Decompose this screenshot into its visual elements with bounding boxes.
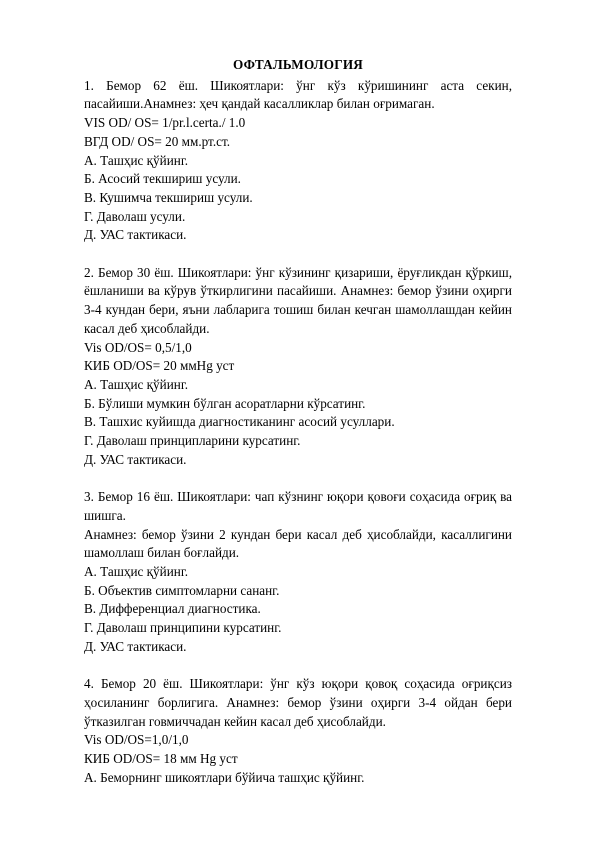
question-4-option-a: А. Беморнинг шикоятлари бўйича ташҳис қўйинг. — [84, 769, 365, 785]
question-1 — [84, 77, 512, 245]
question-3-option-v: В. Дифференциал диагностика. — [84, 601, 261, 617]
question-2-option-a: А. Ташҳис қўйинг. — [84, 376, 189, 392]
question-2-option-b: Б. Бўлиши мумкин бўлган асоратларни кўрсатинг. — [84, 395, 366, 411]
question-1-iop: ВГД OD/ OS= 20 мм.рт.ст. — [84, 133, 231, 149]
question-2-vis: Vis OD/OS= 0,5/1,0 — [84, 339, 192, 355]
question-4-text: 4. Бемор 20 ёш. Шикоятлари: ўнг кўз юқори қовоқ соҳасида оғриқсиз ҳосиланинг борлигига. Анамнез: бемор ўзини оҳирги 3-4 ойдан бери ўтказилган говмиччадан кейин касал деб ҳисоблайди. — [84, 676, 512, 729]
document-page — [84, 56, 512, 787]
question-4-vis: Vis OD/OS=1,0/1,0 — [84, 732, 189, 748]
question-1-option-g: Г. Даволаш усули. — [84, 208, 186, 224]
question-2-option-d: Д. УАС тактикаси. — [84, 451, 187, 467]
question-1-text: 1. Бемор 62 ёш. Шикоятлари: ўнг кўз кўришининг аста секин, пасайиши.Анамнез: ҳеч қандай касалликлар билан оғримаган. — [84, 77, 512, 112]
question-1-option-v: В. Кушимча текшириш усули. — [84, 189, 253, 205]
question-4-iop: КИБ OD/OS= 18 мм Hg уст — [84, 750, 238, 766]
question-1-option-a: А. Ташҳис қўйинг. — [84, 152, 189, 168]
question-3-option-a: А. Ташҳис қўйинг. — [84, 563, 189, 579]
question-3-text: 3. Бемор 16 ёш. Шикоятлари: чап кўзнинг юқори қовоғи соҳасида оғриқ ва шишга. — [84, 489, 512, 523]
question-3-option-d: Д. УАС тактикаси. — [84, 638, 187, 654]
question-2-option-v: В. Ташхис куйишда диагностиканинг асосий усуллари. — [84, 414, 395, 430]
question-1-option-b: Б. Асосий текшириш усули. — [84, 171, 241, 187]
question-2 — [84, 264, 512, 470]
question-2-text: 2. Бемор 30 ёш. Шикоятлари: ўнг кўзининг қизариши, ёруғликдан қўркиш, ёшланиши ва кўрув ўткирлигини пасайиши. Анамнез: бемор ўзини оҳирги 3-4 кундан бери, яъни лабларига тошиш билан кечган шамоллашдан кейин касал деб ҳисоблайди. — [84, 264, 512, 336]
question-3-option-b: Б. Объектив симптомларни сананг. — [84, 582, 280, 598]
question-3-anamnesis: Анамнез: бемор ўзини 2 кундан бери касал деб ҳисоблайди, касаллигини шамоллаш билан боғлайди. — [84, 526, 512, 561]
question-3-option-g: Г. Даволаш принципини курсатинг. — [84, 620, 282, 636]
question-2-iop: КИБ OD/OS= 20 ммHg уст — [84, 358, 235, 374]
document-title: ОФТАЛЬМОЛОГИЯ — [233, 57, 363, 72]
question-4 — [84, 675, 512, 787]
question-1-option-d: Д. УАС тактикаси. — [84, 227, 187, 243]
question-2-option-g: Г. Даволаш принципларини курсатинг. — [84, 433, 301, 449]
question-3 — [84, 488, 512, 656]
question-1-vis: VIS OD/ OS= 1/pr.l.certa./ 1.0 — [84, 115, 246, 131]
